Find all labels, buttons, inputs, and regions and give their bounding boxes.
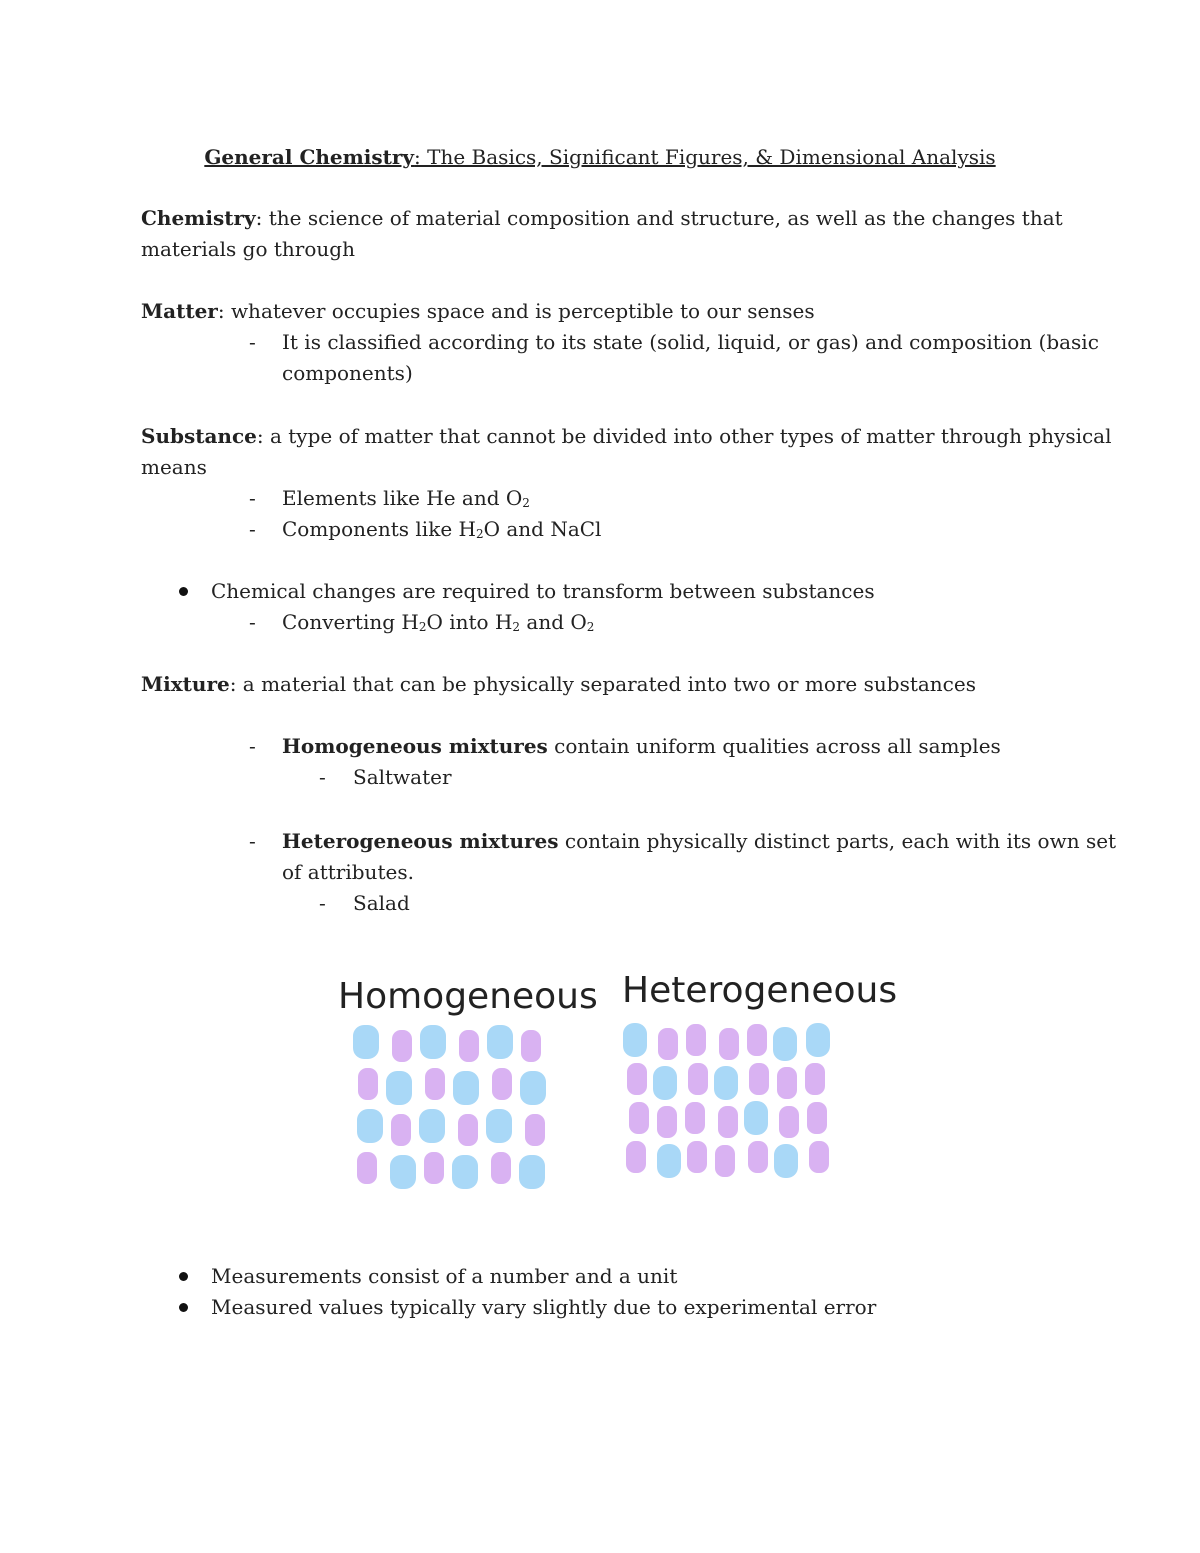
matter-sub-line-1: It is classified according to its state (solid, liquid, or gas) and composition (basic [282, 330, 1099, 354]
example-text: Converting H [282, 610, 419, 634]
subscript: 2 [512, 620, 521, 634]
substance-def-1: : a type of matter that cannot be divided into other types of matter through physical [256, 424, 1112, 448]
blue-particle [714, 1066, 738, 1100]
homogeneous-term: Homogeneous mixtures [282, 734, 548, 758]
chemistry-def-1: : the science of material composition and structure, as well as the changes that [255, 206, 1063, 230]
heterogeneous-grid [623, 1023, 830, 1178]
blue-particle [386, 1071, 412, 1105]
purple-particle [391, 1114, 411, 1146]
mixture-definition [141, 669, 976, 699]
substance-term: Substance [141, 424, 257, 448]
title-rest: : The Basics, Significant Figures, & Dimensional Analysis [414, 145, 996, 169]
mixture-illustration [0, 960, 1200, 1220]
blue-particle [487, 1025, 513, 1059]
list-dash: - [249, 610, 256, 634]
chemical-changes-text: Chemical changes are required to transform between substances [211, 579, 875, 603]
purple-particle [719, 1028, 739, 1060]
substance-example-2 [282, 514, 601, 544]
purple-particle [688, 1063, 708, 1095]
title-bold: General Chemistry [204, 145, 415, 169]
heterogeneous-item-line-2: of attributes. [282, 860, 414, 884]
purple-particle [357, 1152, 377, 1184]
bullet-icon [179, 1272, 188, 1281]
blue-particle [486, 1109, 512, 1143]
example-text: and O [520, 610, 587, 634]
measurements-bullet-2: Measured values typically vary slightly due to experimental error [211, 1295, 877, 1319]
purple-particle [747, 1024, 767, 1056]
heterogeneous-label: Heterogeneous [622, 970, 898, 1011]
bullet-icon [179, 587, 188, 596]
heterogeneous-term: Heterogeneous mixtures [282, 829, 559, 853]
blue-particle [653, 1066, 677, 1100]
blue-particle [353, 1025, 379, 1059]
homogeneous-example: Saltwater [353, 765, 452, 789]
list-dash: - [249, 330, 256, 354]
blue-particle [806, 1023, 830, 1057]
purple-particle [779, 1106, 799, 1138]
purple-particle [459, 1030, 479, 1062]
bullet-icon [179, 1303, 188, 1312]
purple-particle [777, 1067, 797, 1099]
blue-particle [657, 1144, 681, 1178]
purple-particle [358, 1068, 378, 1100]
blue-particle [623, 1023, 647, 1057]
chemistry-definition-line-2: materials go through [141, 237, 355, 261]
homogeneous-label: Homogeneous [338, 976, 598, 1017]
substance-definition-line-1 [141, 421, 1112, 451]
list-dash: - [249, 734, 256, 758]
subscript: 2 [418, 620, 427, 634]
list-dash: - [319, 765, 326, 789]
chemistry-term: Chemistry [141, 206, 256, 230]
heterogeneous-item-line-1 [282, 826, 1116, 856]
purple-particle [627, 1063, 647, 1095]
blue-particle [774, 1144, 798, 1178]
blue-particle [519, 1155, 545, 1189]
matter-def: : whatever occupies space and is perceptible to our senses [217, 299, 815, 323]
page-title [0, 142, 1200, 172]
mixture-def: : a material that can be physically separated into two or more substances [229, 672, 976, 696]
example-text: Elements like He and O [282, 486, 523, 510]
blue-particle [744, 1101, 768, 1135]
purple-particle [491, 1152, 511, 1184]
homogeneous-item [282, 731, 1001, 761]
purple-particle [715, 1145, 735, 1177]
blue-particle [773, 1027, 797, 1061]
blue-particle [453, 1071, 479, 1105]
example-text: O into H [426, 610, 513, 634]
list-dash: - [319, 891, 326, 915]
purple-particle [748, 1141, 768, 1173]
blue-particle [452, 1155, 478, 1189]
purple-particle [629, 1102, 649, 1134]
blue-particle [419, 1109, 445, 1143]
blue-particle [520, 1071, 546, 1105]
matter-sub-line-2: components) [282, 361, 413, 385]
purple-particle [492, 1068, 512, 1100]
purple-particle [626, 1141, 646, 1173]
subscript: 2 [586, 620, 595, 634]
example-text: Components like H [282, 517, 476, 541]
matter-term: Matter [141, 299, 218, 323]
purple-particle [805, 1063, 825, 1095]
purple-particle [658, 1028, 678, 1060]
blue-particle [357, 1109, 383, 1143]
purple-particle [424, 1152, 444, 1184]
purple-particle [686, 1024, 706, 1056]
purple-particle [749, 1063, 769, 1095]
matter-definition [141, 296, 815, 326]
list-dash: - [249, 829, 256, 853]
purple-particle [425, 1068, 445, 1100]
purple-particle [525, 1114, 545, 1146]
purple-particle [807, 1102, 827, 1134]
chemistry-definition-line-1 [141, 203, 1063, 233]
purple-particle [392, 1030, 412, 1062]
list-dash: - [249, 486, 256, 510]
purple-particle [521, 1030, 541, 1062]
substance-definition-line-2: means [141, 455, 207, 479]
purple-particle [685, 1102, 705, 1134]
blue-particle [390, 1155, 416, 1189]
heterogeneous-example: Salad [353, 891, 410, 915]
mixture-term: Mixture [141, 672, 230, 696]
example-text: O and NaCl [483, 517, 602, 541]
chemical-changes-example [282, 607, 594, 637]
substance-example-1 [282, 483, 530, 513]
blue-particle [420, 1025, 446, 1059]
list-dash: - [249, 517, 256, 541]
purple-particle [687, 1141, 707, 1173]
purple-particle [657, 1106, 677, 1138]
measurements-bullet-1: Measurements consist of a number and a unit [211, 1264, 678, 1288]
purple-particle [718, 1106, 738, 1138]
homogeneous-grid [353, 1025, 546, 1189]
subscript: 2 [522, 496, 530, 510]
purple-particle [458, 1114, 478, 1146]
subscript: 2 [475, 527, 484, 541]
purple-particle [809, 1141, 829, 1173]
homogeneous-text: contain uniform qualities across all samples [547, 734, 1001, 758]
heterogeneous-text: contain physically distinct parts, each with its own set [558, 829, 1117, 853]
